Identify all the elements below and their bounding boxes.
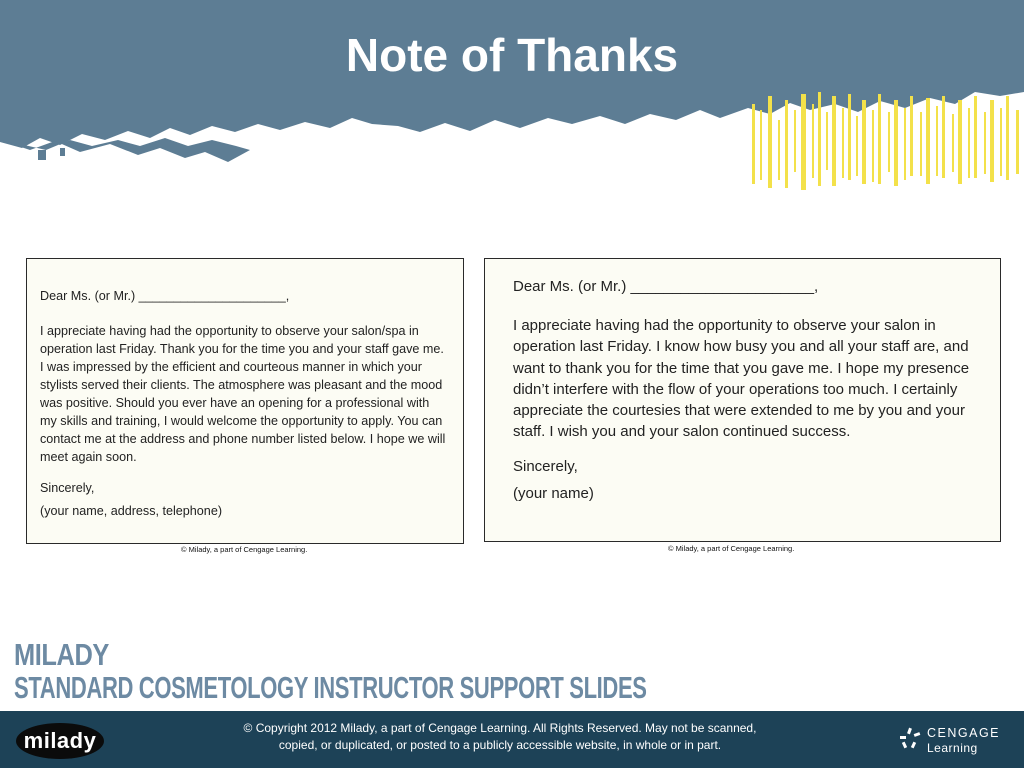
copyright-notice (180, 720, 820, 754)
cengage-learning-text: Learning (927, 741, 978, 755)
letter-body: I appreciate having had the opportunity to observe your salon/spa in operation last Friday. Thank you for the time you and your staff gave me. I was impressed by the efficient and courteous manner in which your stylists served their clients. The atmosphere was pleasant and the mood was positive. Should you ever have an opening for a professional with my skills and training, I would welcome the opportunity to apply. You can contact me at the address and phone number listed below. I hope we will meet again soon. (40, 324, 446, 464)
letter-salutation: Dear Ms. (or Mr.) _____________________, (40, 289, 290, 303)
letter-salutation: Dear Ms. (or Mr.) ______________________, (513, 278, 819, 295)
cengage-logo (898, 725, 1008, 757)
letter-closing: Sincerely, (40, 481, 95, 495)
cengage-wordmark: CENGAGE (927, 726, 1001, 740)
copyright-line: © Copyright 2012 Milady, a part of Cengage Learning. All Rights Reserved. May not be scanned, (243, 721, 757, 735)
letter-signature: (your name, address, telephone) (40, 504, 223, 518)
letter-sample-short (484, 258, 1001, 542)
letter-sample-long (26, 258, 464, 544)
brand-title: MILADY (14, 637, 109, 672)
cengage-mark-icon (898, 727, 922, 751)
letter-signature: (your name) (513, 484, 594, 502)
slide-title: Note of Thanks (345, 29, 679, 81)
image-credit: © Milady, a part of Cengage Learning. (181, 545, 308, 554)
milady-logo: milady (16, 723, 104, 759)
image-credit: © Milady, a part of Cengage Learning. (668, 544, 795, 553)
footer-bar (0, 711, 1024, 768)
brand-subtitle: STANDARD COSMETOLOGY INSTRUCTOR SUPPORT SLIDES (14, 670, 647, 705)
copyright-line: copied, or duplicated, or posted to a publicly accessible website, in whole or in part. (278, 738, 722, 752)
letter-closing: Sincerely, (513, 458, 578, 476)
yellow-streaks (752, 92, 1019, 190)
letter-body: I appreciate having had the opportunity to observe your salon in operation last Friday. I know how busy you and all your staff are, and want to thank you for the time that you gave me. I hope my presence didn’t interfere with the flow of your operations too much. I certainly appreciate the courtesies that were extended to me by you and your staff. I wish you and your salon continued success. (513, 317, 970, 441)
